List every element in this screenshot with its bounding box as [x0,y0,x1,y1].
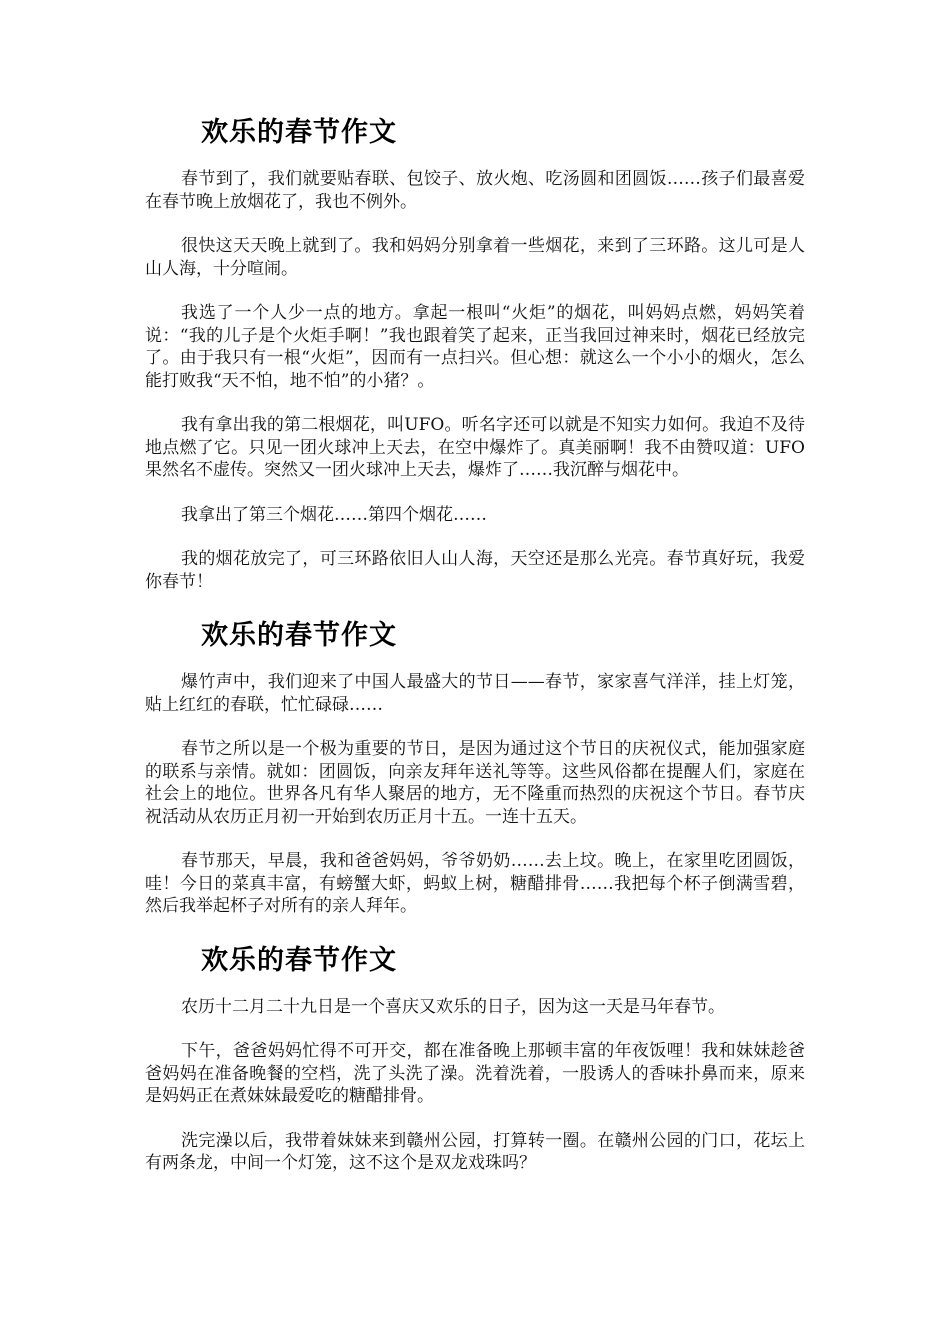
paragraph: 春节那天，早晨，我和爸爸妈妈，爷爷奶奶……去上坟。晚上，在家里吃团圆饭，哇！今日的菜真丰富，有螃蟹大虾，蚂蚁上树，糖醋排骨……我把每个杯子倒满雪碧，然后我举起杯子对所有的亲人拜年。 [145,851,805,916]
essay-title: 欢乐的春节作文 [201,944,397,976]
paragraph: 洗完澡以后，我带着妹妹来到赣州公园，打算转一圈。在赣州公园的门口，花坛上有两条龙，中间一个灯笼，这不这个是双龙戏珠吗？ [145,1130,805,1173]
paragraph: 很快这天天晚上就到了。我和妈妈分别拿着一些烟花，来到了三环路。这儿可是人山人海，十分喧闹。 [145,236,805,279]
essay-title: 欢乐的春节作文 [201,117,397,148]
paragraph: 农历十二月二十九日是一个喜庆又欢乐的日子，因为这一天是马年春节。 [181,996,725,1017]
paragraph: 春节到了，我们就要贴春联、包饺子、放火炮、吃汤圆和团圆饭……孩子们最喜爱在春节晚上放烟花了，我也不例外。 [145,169,805,212]
essay-title: 欢乐的春节作文 [201,620,397,651]
essay-section-1 [145,112,805,593]
paragraph: 我选了一个人少一点的地方。拿起一根叫“火炬”的烟花，叫妈妈点燃，妈妈笑着说：“我的儿子是个火炬手啊！”我也跟着笑了起来，正当我回过神来时，烟花已经放完了。由于我只有一根“火炬”，因而有一点扫兴。但心想：就这么一个小小的烟火，怎么能打败我“天不怕，地不怕”的小猪？。 [145,303,805,391]
essay-section-3 [145,940,805,1175]
paragraph: 我拿出了第三个烟花……第四个烟花…… [181,504,487,525]
paragraph: 我的烟花放完了，可三环路依旧人山人海，天空还是那么光亮。春节真好玩，我爱你春节！ [145,549,805,592]
document-body [145,112,805,1197]
essay-section-2 [145,615,805,918]
paragraph: 爆竹声中，我们迎来了中国人最盛大的节日——春节，家家喜气洋洋，挂上灯笼，贴上红红的春联，忙忙碌碌…… [145,672,805,715]
paragraph: 我有拿出我的第二根烟花，叫UFO。听名字还可以就是不知实力如何。我迫不及待地点燃了它。只见一团火球冲上天去，在空中爆炸了。真美丽啊！我不由赞叹道：UFO果然名不虚传。突然又一团火球冲上天去，爆炸了……我沉醉与烟花中。 [145,415,805,480]
paragraph: 春节之所以是一个极为重要的节日，是因为通过这个节日的庆祝仪式，能加强家庭的联系与亲情。就如：团圆饭，向亲友拜年送礼等等。这些风俗都在提醒人们，家庭在社会上的地位。世界各凡有华人聚居的地方，无不隆重而热烈的庆祝这个节日。春节庆祝活动从农历正月初一开始到农历正月十五。一连十五天。 [145,739,805,827]
paragraph: 下午，爸爸妈妈忙得不可开交，都在准备晚上那顿丰富的年夜饭哩！我和妹妹趁爸爸妈妈在准备晚餐的空档，洗了头洗了澡。洗着洗着，一股诱人的香味扑鼻而来，原来是妈妈正在煮妹妹最爱吃的糖醋排骨。 [145,1041,805,1106]
